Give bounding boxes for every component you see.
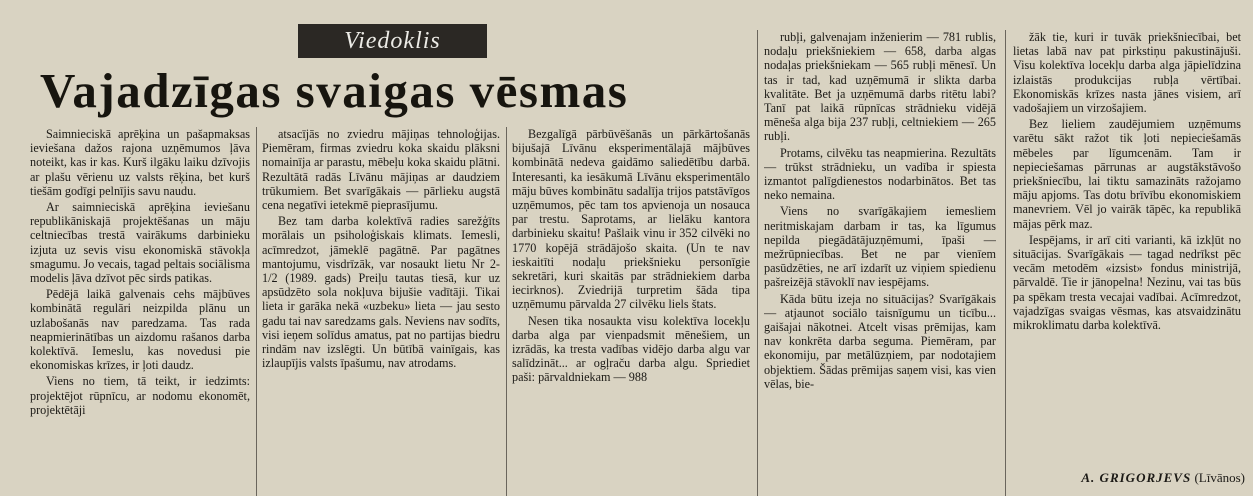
paragraph: Pēdējā laikā galvenais cehs mājbūves kombinātā regulāri neizpilda plānu un uzlabošanās nav paredzama. Tas rada neapmierinātības un aizdomu rašanos darba kolektīvā. Iemeslu, kas novedusi pie ekonomiskas krīzes, ir ļoti daudz. <box>30 287 250 373</box>
rubric-label: Viedoklis <box>298 24 487 58</box>
paragraph: Bezgalīgā pārbūvēšanās un pārkārtošanās bijušajā Līvānu eksperimentālajā mājbūves kombinātā nedeva gaidāmo saliedētību darbā. Interesanti, ka iesākumā Līvānu eksperimentālo māju būves kombinātu sadalīja trijos patstāvīgos uzņēmumos, pēc tam tos apvienoja un nosauca par trestu. Saprotams, ar lielāku kantora darbinieku skaitu! Pašlaik vinu ir 352 cilvēki no 1770 kopējā strādājošo skaita. (Un te nav ieskaitīti nodaļu priekšnieku personīgie sekretāri, kuri skaitās par strādniekiem darba iecirknos). Zviedrijā turpretim šāda tipa uzņēmumu pārvalda 27 cilvēku liels štats. <box>512 127 750 312</box>
paragraph: Viens no tiem, tā teikt, ir iedzimts: projektējot rūpnīcu, ar nodomu ekonomēt, projektētāji <box>30 374 250 417</box>
paragraph: rubļi, galvenajam inženierim — 781 rublis, nodaļu priekšniekiem — 658, darba algas nodaļas priekšniekam — 565 rubļi mēnesī. Un tas ir tad, kad uzņēmumā ir slikta darba kvalitāte. Bet ja uzņēmumā darbs ritētu labi? Tanī pat laikā rūpnīcas strādnieku vidējā mēneša alga bija 237 rubļi, celtniekiem — 265 rubļi. <box>764 30 996 144</box>
article-column-3 <box>512 127 750 495</box>
article-headline: Vajadzīgas svaigas vēsmas <box>40 63 629 118</box>
column-divider <box>506 127 507 496</box>
column-divider <box>256 127 257 496</box>
article-column-2 <box>262 127 500 495</box>
paragraph: Protams, cilvēku tas neapmierina. Rezultāts — trūkst strādnieku, un vadība ir spiesta izmantot palīgdienestos nodarbinātos. Bet tas neko nemaina. <box>764 145 996 203</box>
paragraph: Bez tam darba kolektīvā radies sarežģīts morālais un psiholoģiskais klimats. Iemesli, acīmredzot, jāmeklē pagātnē. Par pagātnes mantojumu, visdrīzāk, var nosaukt lietu Nr 2-1/2 (1989. gads) Preiļu tautas tiesā, kur uz apsūdzēto sola nokļuva bijušie vadītāji. Tikai lieta ir garāka nekā «uzbeku» lieta — jau sesto gadu tai nav saredzams gals. Neviens nav sodīts, visi ieņem solīdus amatus, pat no partijas biedru rindām nav izslēgti. Un būtībā vainīgais, kas izlaupījis valsts īpašumu, nav atrodams. <box>262 214 500 371</box>
paragraph: Kāda būtu izeja no situācijas? Svarīgākais — atjaunot sociālo taisnīgumu un ticību... gaišajai nākotnei. Atcelt visas prēmijas, kam nav konkrēta darba seguma. Piemēram, par ekonomiju, par metālūzņiem, par nodotajiem objektiem. Šādas prēmijas saņem visi, kas vien vēlas, bie- <box>764 291 996 391</box>
column-divider <box>1005 30 1006 496</box>
article-column-1 <box>30 127 250 495</box>
paragraph: atsacījās no zviedru mājiņas tehnoloģijas. Piemēram, firmas zviedru koka skaidu plāksni nomainīja ar parastu, mēbeļu koka skaidu plātni. Rezultātā radās Līvānu mājiņas ar daudziem trūkumiem. Bet svarīgākais — pārlieku augstā cena negatīvi ietekmē pieprasījumu. <box>262 127 500 213</box>
paragraph: žāk tie, kuri ir tuvāk priekšniecībai, bet lietas labā nav pat pirkstiņu pakustinājuši. Visu kolektīva locekļu darba alga jāpielīdzina izlaistās produkcijas rubļa vērtībai. Ekonomiskās krīzes nasta jānes visiem, arī vadošajiem un virzošajiem. <box>1013 30 1241 116</box>
article-column-4 <box>764 30 996 496</box>
author-location: (Līvānos) <box>1194 470 1245 485</box>
column-divider <box>757 30 758 496</box>
paragraph: Nesen tika nosaukta visu kolektīva locekļu darba alga par vienpadsmit mēnešiem, un izrādās, ka tresta vadības vidējo darba algu var salīdzināt... ar ogļraču darba algu. Spriediet paši: pārvaldniekam — 988 <box>512 313 750 385</box>
author-signature <box>1013 470 1245 486</box>
paragraph: Viens no svarīgākajiem iemesliem neritmiskajam darbam ir tas, ka līgumus nepilda piegādātājuzņēmumi, īpaši — mežrūpniecības. Bet ne par vienīem pasūdzēties, ne arī izdarīt uz viņiem spiedienu pašreizējā stāvoklī nav iespējams. <box>764 204 996 290</box>
paragraph: Saimnieciskā aprēķina un pašapmaksas ieviešana dažos rajona uzņēmumos ļāva noteikt, kas ir kas. Kurš ilgāku laiku dzīvojis ar plašu vērienu uz valsts rēķina, bet kurš tiešām godīgi pelnījis savu naudu. <box>30 127 250 198</box>
paragraph: Ar saimnieciskā aprēķina ieviešanu republikāniskajā projektēšanas un māju celtniecības trestā vairākums darbinieku izjuta uz sevis visu ekonomiskā stāvokļa smagumu. Jo vecais, tagad peltais sociālisma modelis ļāva dzīvot pēc sirds patikas. <box>30 200 250 286</box>
paragraph: Bez lieliem zaudējumiem uzņēmums varētu sākt ražot tik ļoti nepieciešamās mēbeles par līgumcenām. Tam ir nepieciešamas pārrunas ar augstākstāvošo priekšniecību, lai tiktu samazināts ražojamo māju apjoms. Tas dotu brīvību ekonomiskiem manevriem. Vēl jo vairāk tāpēc, ka republikā mājas pērk maz. <box>1013 117 1241 231</box>
paragraph: Iespējams, ir arī citi varianti, kā izkļūt no situācijas. Svarīgākais — tagad nedrīkst pēc vecām metodēm «izsist» fondus ministrijā, pārvaldē. Tie ir jānopelna! Nezinu, vai tas būs pa spēkam tresta vecajai vadībai. Acīmredzot, vajadzīgas svaigas vēsmas, kas atsvaidzinātu mikroklimatu darba kolektīvā. <box>1013 232 1241 333</box>
author-name: A. GRIGORJEVS <box>1081 470 1192 485</box>
article-column-5 <box>1013 30 1241 446</box>
